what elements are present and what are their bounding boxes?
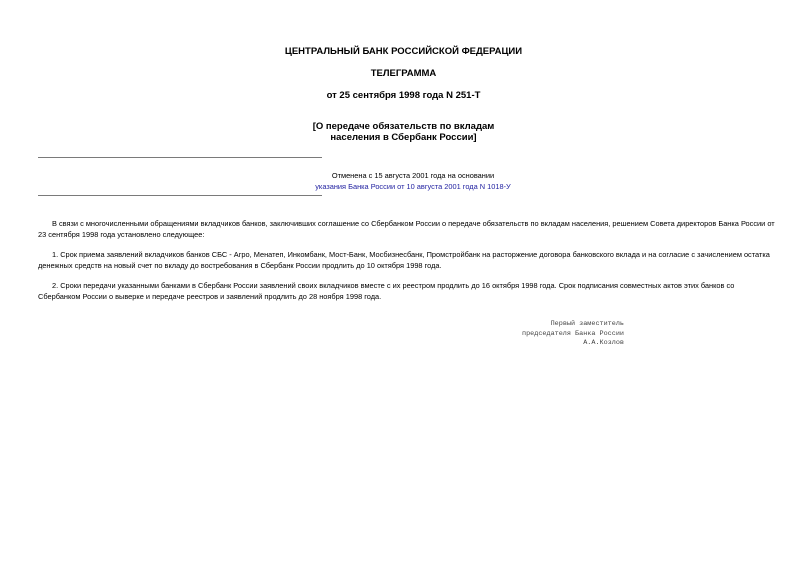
signature-position: Первый заместитель [550, 320, 624, 328]
document-date-number: от 25 сентября 1998 года N 251-Т [326, 90, 481, 101]
signature-block [470, 320, 624, 349]
subject-line-1: [О передаче обязательств по вкладам [312, 121, 495, 132]
organization-title: ЦЕНТРАЛЬНЫЙ БАНК РОССИЙСКОЙ ФЕДЕРАЦИИ [284, 46, 523, 57]
body-paragraph-3: 2. Сроки передачи указанными банками в Сбербанк России заявлений своих вкладчиков вместе с их реестром продлить до 16 октября 1998 года. Срок подписания совместных актов этих банков со Сбербанком России о выверке и передаче реестров и заявлений продлить до 28 ноября 1998 года. [38, 281, 735, 301]
cancellation-note [300, 170, 526, 192]
body-paragraph-1: В связи с многочисленными обращениями вкладчиков банков, заключивших соглашение со Сбербанком России о передаче обязательств по вкладам населения, решением Совета директоров Банка России от 23 сентября 1998 года установлено следующее: [38, 219, 775, 239]
subject-line-2: населения в Сбербанк России] [330, 132, 477, 143]
cancellation-text: Отменена с 15 августа 2001 года на основании [331, 171, 495, 180]
body-paragraph-2: 1. Срок приема заявлений вкладчиков банков СБС - Агро, Менатеп, Инкомбанк, Мост-Банк, Мосбизнесбанк, Промстройбанк на расторжение договора банковского вклада и на согласие с зачислением остатка денежных средств на новый счет по вкладу до востребования в Сбербанк России продлить до 10 октября 1998 года. [38, 250, 770, 270]
divider-top [38, 157, 322, 158]
document-type: ТЕЛЕГРАММА [370, 68, 437, 79]
cancellation-link[interactable]: указания Банка России от 10 августа 2001 года N 1018-У [315, 182, 511, 191]
signature-organization: председателя Банка России [522, 329, 624, 338]
document-subject [0, 121, 807, 143]
divider-bottom [38, 195, 322, 196]
signature-name: А.А.Козлов [583, 339, 624, 347]
